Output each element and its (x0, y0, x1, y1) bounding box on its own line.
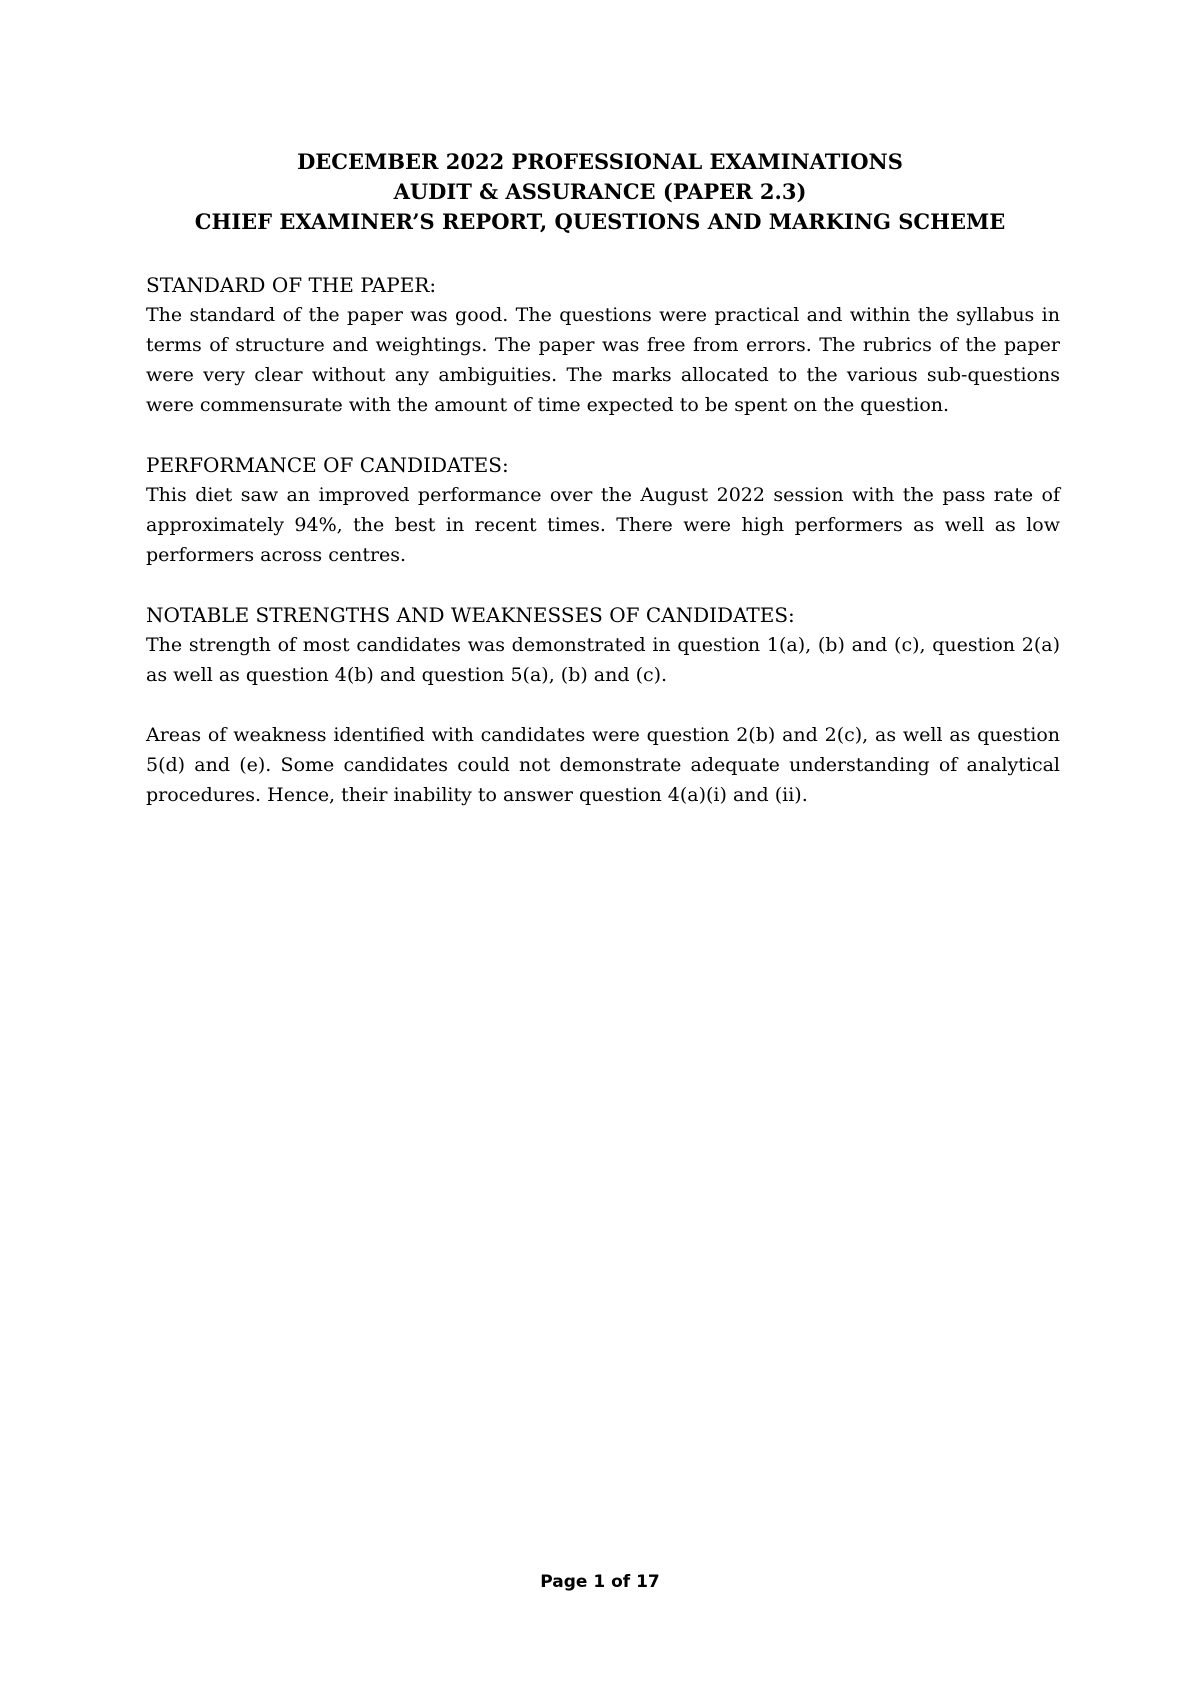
page-number: Page 1 of 17 (540, 1572, 660, 1592)
section-performance-of-candidates (146, 450, 1060, 570)
section-paragraph: This diet saw an improved performance over the August 2022 session with the pass rate of approximately 94%, the best in recent times. There were high performers as well as low performers across centres. (146, 484, 1060, 566)
section-paragraph: Areas of weakness identified with candidates were question 2(b) and 2(c), as well as question 5(d) and (e). Some candidates could not demonstrate adequate understanding of analytical procedures. Hence, their inability to answer question 4(a)(i) and (ii). (146, 724, 1060, 806)
document-title (100, 147, 1100, 237)
section-paragraph: The strength of most candidates was demonstrated in question 1(a), (b) and (c), question 2(a) as well as question 4(b) and question 5(a), (b) and (c). (146, 634, 1060, 686)
document-body (146, 270, 1060, 840)
section-strengths-and-weaknesses (146, 600, 1060, 810)
section-heading: NOTABLE STRENGTHS AND WEAKNESSES OF CANDIDATES: (146, 603, 795, 627)
title-line-paper: AUDIT & ASSURANCE (PAPER 2.3) (393, 179, 807, 204)
section-paragraph: The standard of the paper was good. The questions were practical and within the syllabus in terms of structure and weightings. The paper was free from errors. The rubrics of the paper were very clear without any ambiguities. The marks allocated to the various sub-questions were commensurate with the amount of time expected to be spent on the question. (146, 304, 1060, 416)
title-line-report: CHIEF EXAMINER’S REPORT, QUESTIONS AND MARKING SCHEME (194, 209, 1006, 234)
section-heading: PERFORMANCE OF CANDIDATES: (146, 453, 509, 477)
title-line-exam: DECEMBER 2022 PROFESSIONAL EXAMINATIONS (297, 149, 903, 174)
section-standard-of-paper (146, 270, 1060, 420)
section-heading: STANDARD OF THE PAPER: (146, 273, 437, 297)
